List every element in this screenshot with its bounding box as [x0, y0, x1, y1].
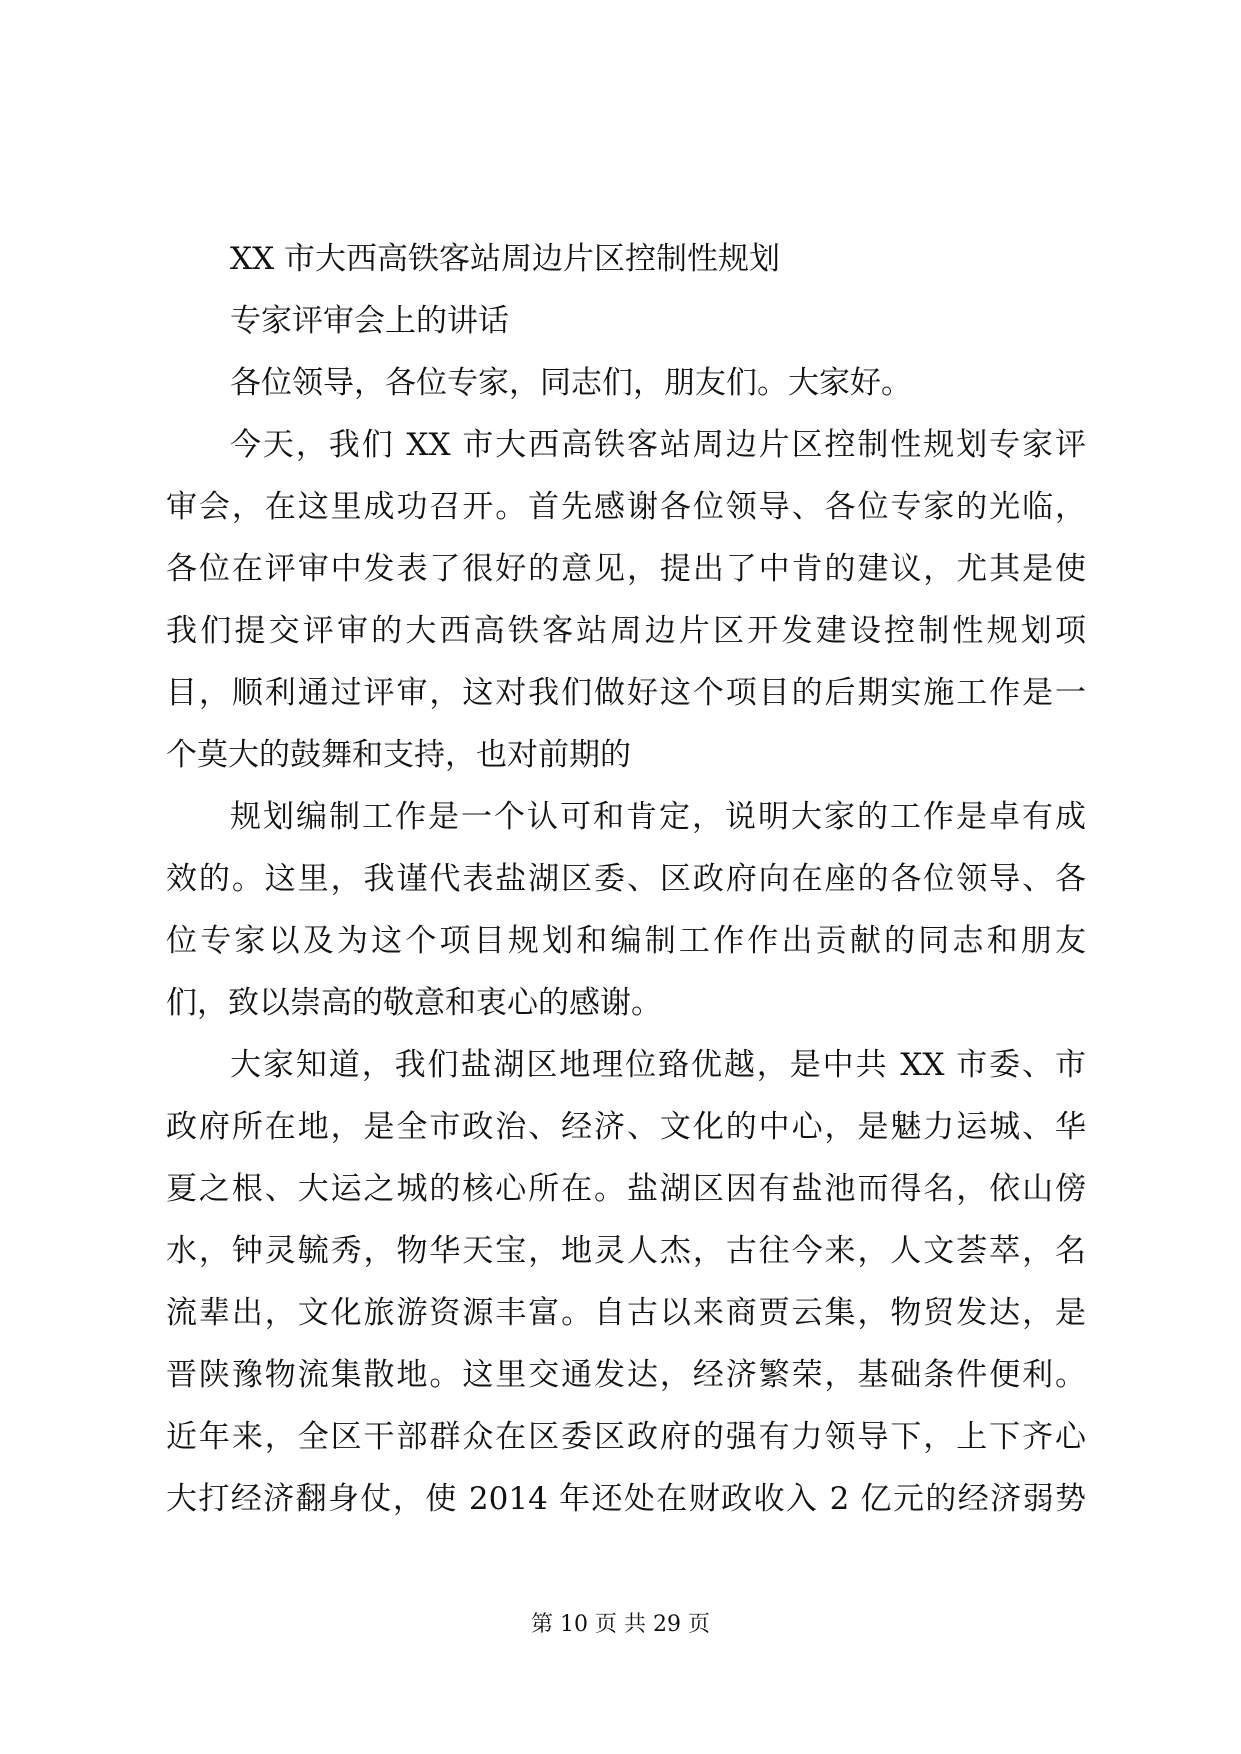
paragraph-2-line-2: 效的。这里，我谨代表盐湖区委、区政府向在座的各位领导、各: [166, 861, 1086, 897]
document-body: [166, 228, 1086, 1530]
paragraph-1-line-2: 审会，在这里成功召开。首先感谢各位领导、各位专家的光临，: [166, 489, 1086, 525]
paragraph-1-line-6: 个莫大的鼓舞和支持，也对前期的: [166, 737, 631, 773]
title-line-2: 专家评审会上的讲话: [230, 303, 509, 339]
paragraph-3-line-8: 大打经济翻身仗，使 2014 年还处在财政收入 2 亿元的经济弱势: [166, 1481, 1086, 1517]
paragraph-2-line-4: 们，致以崇高的敬意和衷心的感谢。: [166, 985, 662, 1021]
paragraph-1-line-5: 目，顺利通过评审，这对我们做好这个项目的后期实施工作是一: [166, 675, 1086, 711]
paragraph-3-line-7: 近年来，全区干部群众在区委区政府的强有力领导下，上下齐心: [166, 1419, 1086, 1455]
paragraph-2-line-3: 位专家以及为这个项目规划和编制工作作出贡献的同志和朋友: [166, 923, 1086, 959]
paragraph-3-line-3: 夏之根、大运之城的核心所在。盐湖区因有盐池而得名，依山傍: [166, 1171, 1086, 1207]
paragraph-3-line-6: 晋陕豫物流集散地。这里交通发达，经济繁荣，基础条件便利。: [166, 1357, 1086, 1393]
paragraph-1-line-1: 今天，我们 XX 市大西高铁客站周边片区控制性规划专家评: [230, 427, 1086, 463]
salutation-line: 各位领导，各位专家，同志们，朋友们。大家好。: [230, 365, 912, 401]
paragraph-3-line-2: 政府所在地，是全市政治、经济、文化的中心，是魅力运城、华: [166, 1109, 1086, 1145]
paragraph-1-line-3: 各位在评审中发表了很好的意见，提出了中肯的建议，尤其是使: [166, 551, 1086, 587]
paragraph-3-line-5: 流辈出，文化旅游资源丰富。自古以来商贾云集，物贸发达，是: [166, 1295, 1086, 1331]
title-line-1: XX 市大西高铁客站周边片区控制性规划: [230, 241, 780, 277]
paragraph-3-line-1: 大家知道，我们盐湖区地理位臵优越，是中共 XX 市委、市: [230, 1047, 1086, 1083]
paragraph-1-line-4: 我们提交评审的大西高铁客站周边片区开发建设控制性规划项: [166, 613, 1086, 649]
paragraph-3-line-4: 水，钟灵毓秀，物华天宝，地灵人杰，古往今来，人文荟萃，名: [166, 1233, 1086, 1269]
paragraph-2-line-1: 规划编制工作是一个认可和肯定，说明大家的工作是卓有成: [230, 799, 1086, 835]
page-footer: [0, 1610, 1241, 1640]
page-number: 第 10 页 共 29 页: [531, 1612, 710, 1637]
